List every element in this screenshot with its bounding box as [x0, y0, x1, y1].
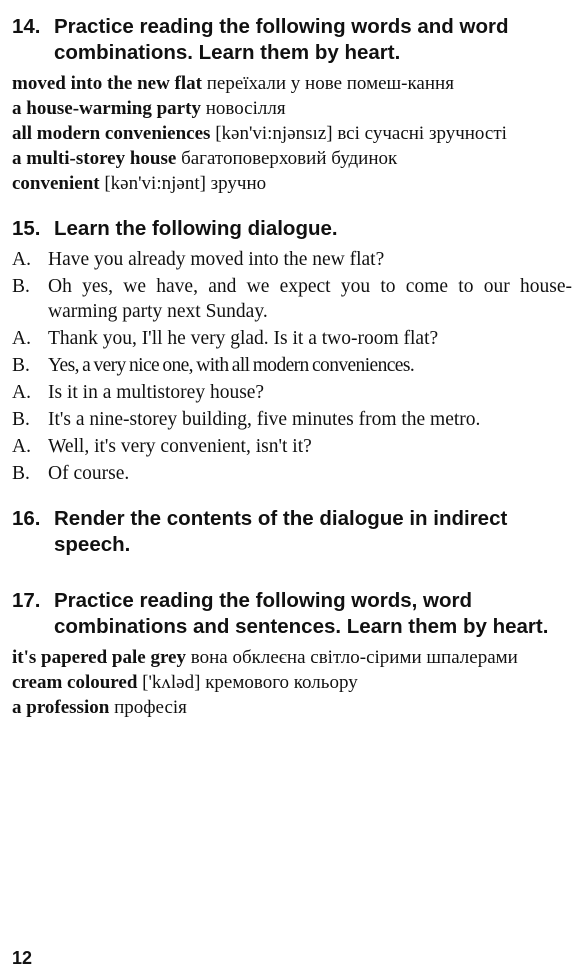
vocab-term: a profession	[12, 697, 110, 718]
speaker-label: B.	[12, 463, 30, 484]
dialogue-line	[12, 434, 572, 459]
task-title: Learn the following dialogue.	[54, 217, 338, 240]
dialogue-text: Well, it's very convenient, isn't it?	[48, 436, 312, 457]
vocab-term: moved into the new flat	[12, 73, 202, 94]
dialogue-text: It's a nine-storey building, five minutes from the metro.	[48, 409, 481, 430]
vocab-term: cream coloured	[12, 672, 138, 693]
vocab-translation: професія	[114, 697, 187, 718]
vocab-translation: [kən'vi:njənt] зручно	[104, 173, 267, 194]
dialogue-text: Of course.	[48, 463, 130, 484]
dialogue-line	[12, 461, 572, 486]
speaker-label: A.	[12, 382, 31, 403]
task-17-heading	[12, 588, 572, 640]
vocab-item	[12, 646, 572, 670]
vocab-item	[12, 671, 572, 695]
task-title: Render the contents of the dialogue in indirect speech.	[54, 507, 508, 556]
speaker-label: B.	[12, 276, 30, 297]
dialogue-text: Oh yes, we have, and we expect you to come to our house-warming party next Sunday.	[48, 276, 572, 322]
vocab-translation: переїхали у нове помеш-кання	[206, 73, 454, 94]
vocab-item	[12, 696, 572, 720]
dialogue-text: Is it in a multistorey house?	[48, 382, 265, 403]
task-14-heading	[12, 14, 572, 66]
vocab-term: convenient	[12, 173, 100, 194]
task-number: 16.	[12, 507, 41, 530]
vocab-term: a multi-storey house	[12, 148, 177, 169]
vocab-item	[12, 147, 572, 171]
dialogue	[12, 247, 572, 486]
dialogue-text: Have you already moved into the new flat?	[48, 249, 385, 270]
task-17-vocabulary	[12, 646, 572, 720]
vocab-item	[12, 72, 572, 96]
dialogue-line	[12, 407, 572, 432]
dialogue-line	[12, 326, 572, 351]
vocab-item	[12, 122, 572, 146]
speaker-label: A.	[12, 436, 31, 457]
vocab-translation: ['kʌləd] кремового кольору	[142, 672, 358, 693]
vocab-term: a house-warming party	[12, 98, 201, 119]
task-16-heading	[12, 506, 572, 558]
vocab-translation: [kən'vi:njənsız] всі сучасні зручності	[215, 123, 507, 144]
speaker-label: A.	[12, 328, 31, 349]
vocab-term: all modern conveniences	[12, 123, 211, 144]
dialogue-line	[12, 247, 572, 272]
speaker-label: B.	[12, 355, 30, 376]
dialogue-line	[12, 380, 572, 405]
vocab-translation: новосілля	[205, 98, 286, 119]
vocab-translation: вона обклеєна світло-сірими шпалерами	[190, 647, 518, 668]
task-number: 14.	[12, 15, 41, 38]
dialogue-line	[12, 274, 572, 324]
speaker-label: A.	[12, 249, 31, 270]
task-title: Practice reading the following words, word combinations and sentences. Learn them by heart.	[54, 589, 549, 638]
vocab-translation: багатоповерховий будинок	[181, 148, 398, 169]
dialogue-text: Thank you, I'll he very glad. Is it a two-room flat?	[48, 328, 439, 349]
vocab-term: it's papered pale grey	[12, 647, 186, 668]
vocab-item	[12, 172, 572, 196]
dialogue-line	[12, 353, 572, 378]
task-number: 17.	[12, 589, 41, 612]
task-14-vocabulary	[12, 72, 572, 196]
dialogue-text: Yes, a very nice one, with all modern conveniences.	[48, 355, 415, 376]
task-title: Practice reading the following words and word combinations. Learn them by heart.	[54, 15, 509, 64]
speaker-label: B.	[12, 409, 30, 430]
task-15-heading	[12, 216, 572, 242]
page-number: 12	[12, 948, 33, 968]
vocab-item	[12, 97, 572, 121]
task-number: 15.	[12, 217, 41, 240]
